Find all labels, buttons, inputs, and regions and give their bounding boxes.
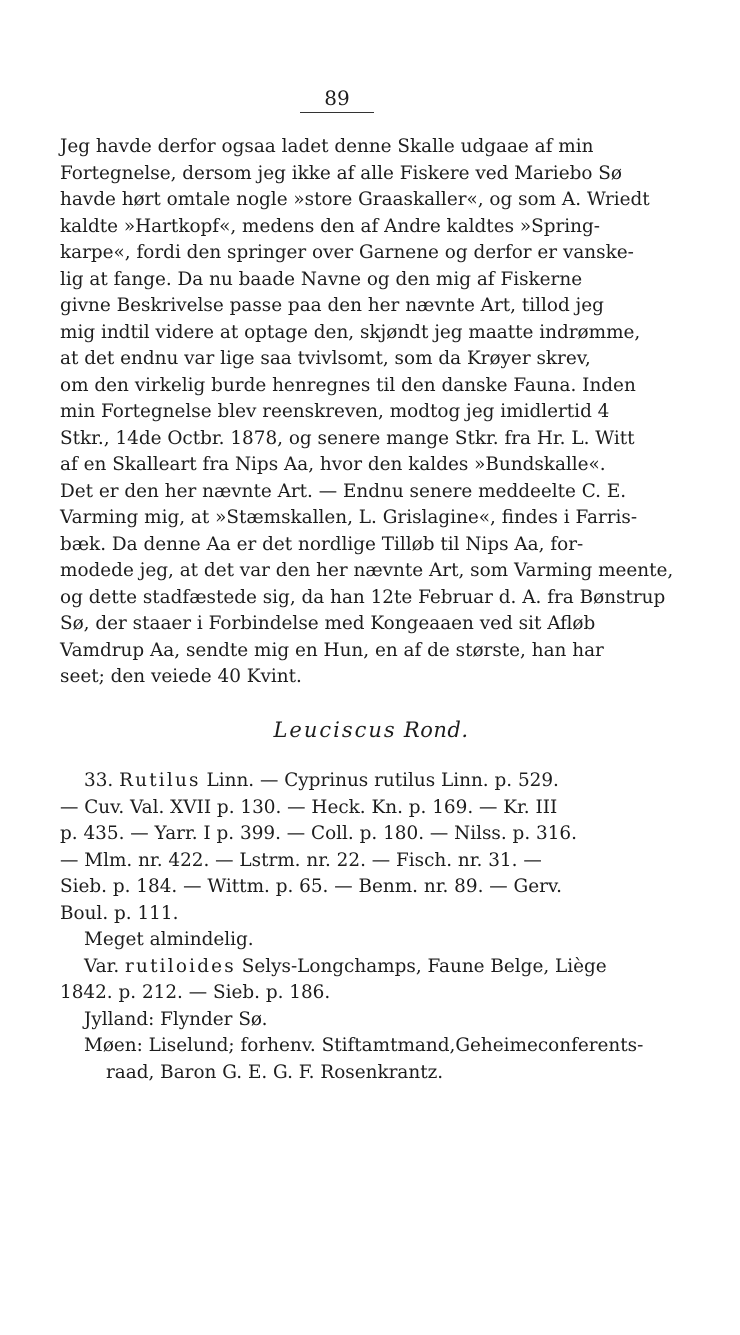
variety-line bbox=[60, 954, 682, 981]
text-line: kaldte »Hartkopf«, medens den af Andre kaldtes »Spring- bbox=[60, 215, 600, 237]
text-line: Stkr., 14de Octbr. 1878, og senere mange Stkr. fra Hr. L. Witt bbox=[60, 427, 635, 449]
text-line: bæk. Da denne Aa er det nordlige Tilløb til Nips Aa, for- bbox=[60, 533, 584, 555]
text-line: og dette stadfæstede sig, da han 12te Februar d. A. fra Bønstrup bbox=[60, 586, 666, 608]
paragraph-main bbox=[60, 134, 682, 691]
synonymy-line: p. 435. — Yarr. I p. 399. — Coll. p. 180. — Nilss. p. 316. bbox=[60, 823, 577, 844]
text-line: om den virkelig burde henregnes til den danske Fauna. Inden bbox=[60, 374, 636, 396]
locality-jylland: Jylland: Flynder Sø. bbox=[84, 1008, 268, 1030]
text-line: Fortegnelse, dersom jeg ikke af alle Fiskere ved Mariebo Sø bbox=[60, 162, 622, 184]
synonymy-line: Boul. p. 111. bbox=[60, 902, 179, 924]
variety-prefix: Var. bbox=[84, 955, 120, 977]
frequency-note: Meget almindelig. bbox=[84, 929, 254, 950]
text-line: havde hørt omtale nogle »store Graaskaller«, og som A. Wriedt bbox=[60, 189, 650, 210]
text-line: karpe«, fordi den springer over Garnene og derfor er vanske- bbox=[60, 242, 634, 263]
text-line: at det endnu var lige saa tvivlsomt, som da Krøyer skrev, bbox=[60, 348, 591, 369]
genus-author: Rond. bbox=[403, 718, 469, 742]
text-line: modede jeg, at det var den her nævnte Art, som Varming meente, bbox=[60, 560, 674, 581]
text-line: seet; den veiede 40 Kvint. bbox=[60, 666, 302, 687]
text-line: lig at fange. Da nu baade Navne og den mig af Fiskerne bbox=[60, 268, 583, 290]
text-line: Varming mig, at »Stæmskallen, L. Grislagine«, findes i Farris- bbox=[60, 507, 638, 528]
genus-name: Leuciscus bbox=[273, 718, 397, 742]
species-entry bbox=[60, 768, 682, 1086]
text-line: Jeg havde derfor ogsaa ladet denne Skalle udgaae af min bbox=[60, 136, 594, 157]
variety-citation-cont: 1842. p. 212. — Sieb. p. 186. bbox=[60, 982, 331, 1003]
synonymy-line: Sieb. p. 184. — Wittm. p. 65. — Benm. nr. 89. — Gerv. bbox=[60, 876, 562, 897]
species-header-line bbox=[60, 768, 682, 795]
page-number: 89 bbox=[300, 86, 374, 113]
text-line: givne Beskrivelse passe paa den her nævnte Art, tillod jeg bbox=[60, 295, 604, 316]
variety-name: rutiloides bbox=[125, 955, 236, 977]
synonymy-line: — Cuv. Val. XVII p. 130. — Heck. Kn. p. 169. — Kr. III bbox=[60, 796, 558, 818]
text-line: af en Skalleart fra Nips Aa, hvor den kaldes »Bundskalle«. bbox=[60, 454, 606, 475]
text-line: Det er den her nævnte Art. — Endnu senere meddeelte C. E. bbox=[60, 480, 627, 502]
text-line: min Fortegnelse blev reenskreven, modtog jeg imidlertid 4 bbox=[60, 401, 610, 422]
text-line: Sø, der staaer i Forbindelse med Kongeaaen ved sit Afløb bbox=[60, 613, 596, 634]
section-heading bbox=[60, 718, 682, 742]
locality-moen-cont: raad, Baron G. E. G. F. Rosenkrantz. bbox=[106, 1061, 444, 1083]
species-name: Rutilus bbox=[119, 770, 201, 791]
text-line: Vamdrup Aa, sendte mig en Hun, en af de største, han har bbox=[60, 639, 604, 661]
locality-moen: Møen: Liselund; forhenv. Stiftamtmand,Geheimeconferents- bbox=[84, 1035, 644, 1056]
variety-citation: Selys-Longchamps, Faune Belge, Liège bbox=[241, 955, 607, 977]
species-citation: Linn. — Cyprinus rutilus Linn. p. 529. bbox=[206, 770, 559, 791]
species-number: 33. bbox=[84, 770, 114, 791]
synonymy-line: — Mlm. nr. 422. — Lstrm. nr. 22. — Fisch. nr. 31. — bbox=[60, 849, 542, 871]
text-line: mig indtil videre at optage den, skjøndt jeg maatte indrømme, bbox=[60, 321, 641, 343]
